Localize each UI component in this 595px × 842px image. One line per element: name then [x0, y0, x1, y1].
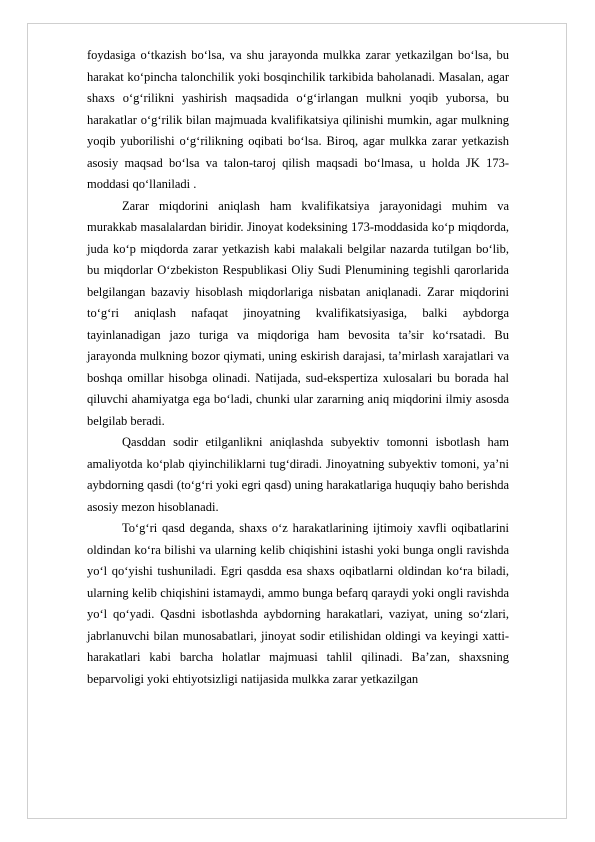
paragraph-subjective-side: Qasddan sodir etilganlikni aniqlashda subyektiv tomonni isbotlash ham amaliyotda ko‘plab qiyinchiliklarni tug‘diradi. Jinoyatning subyektiv tomoni, ya’ni aybdorning qasdi (to‘g‘ri yoki egri qasd) uning harakatlariga huquqiy baho berishda asosiy mezon hisoblanadi. [87, 435, 509, 514]
paragraph-continuation: foydasiga o‘tkazish bo‘lsa, va shu jarayonda mulkka zarar yetkazilgan bo‘lsa, bu harakat ko‘pincha talonchilik yoki bosqinchilik tarkibida baholanadi. Masalan, agar shaxs o‘g‘rilikni yashirish maqsadida o‘g‘irlangan mulkni yoqib yuborsa, bu harakatlar o‘g‘rilik bilan majmuada kvalifikatsiya qilinishi mumkin, agar mulkning yoqib yuborilishi o‘g‘rilikning oqibati bo‘lsa. Biroq, agar mulkka zarar yetkazish asosiy maqsad bo‘lsa va talon-taroj qilish maqsadi bo‘lmasa, u holda JK 173-moddasi qo‘llaniladi . [87, 48, 509, 191]
paragraph-direct-intent: To‘g‘ri qasd deganda, shaxs o‘z harakatlarining ijtimoiy xavfli oqibatlarini oldindan ko‘ra bilishi va ularning kelib chiqishini istashi yoki bunga ongli ravishda yo‘l qo‘yishi tushuniladi. Egri qasdda esa shaxs oqibatlarni oldindan ko‘ra biladi, ularning kelib chiqishini istamaydi, ammo bunga befarq qaraydi yoki ongli ravishda yo‘l qo‘yadi. Qasdni isbotlashda aybdorning harakatlari, vaziyat, uning so‘zlari, jabrlanuvchi bilan munosabatlari, jinoyat sodir etilishidan oldingi va keyingi xatti-harakatlari kabi barcha holatlar majmuasi tahlil qilinadi. Ba’zan, shaxsning beparvoligi yoki ehtiyotsizligi natijasida mulkka zarar yetkazilgan [87, 521, 509, 686]
document-body [87, 45, 509, 690]
paragraph-damage-amount: Zarar miqdorini aniqlash ham kvalifikatsiya jarayonidagi muhim va murakkab masalalardan biridir. Jinoyat kodeksining 173-moddasida ko‘p miqdorda, juda ko‘p miqdorda zarar yetkazish kabi malakali belgilar nazarda tutilgan bo‘lib, bu miqdorlar O‘zbekiston Respublikasi Oliy Sudi Plenumining tegishli qarorlarida belgilangan bazaviy hisoblash miqdorlariga nisbatan aniqlanadi. Zarar miqdorini to‘g‘ri aniqlash nafaqat jinoyatning kvalifikatsiyasiga, balki aybdorga tayinlanadigan jazo turiga va miqdoriga ham bevosita ta’sir ko‘rsatadi. Bu jarayonda mulkning bozor qiymati, uning eskirish darajasi, ta’mirlash xarajatlari va boshqa omillar hisobga olinadi. Natijada, sud-ekspertiza xulosalari bu borada hal qiluvchi ahamiyatga ega bo‘ladi, chunki ular zararning aniq miqdorini ilmiy asosda belgilab beradi. [87, 198, 509, 428]
